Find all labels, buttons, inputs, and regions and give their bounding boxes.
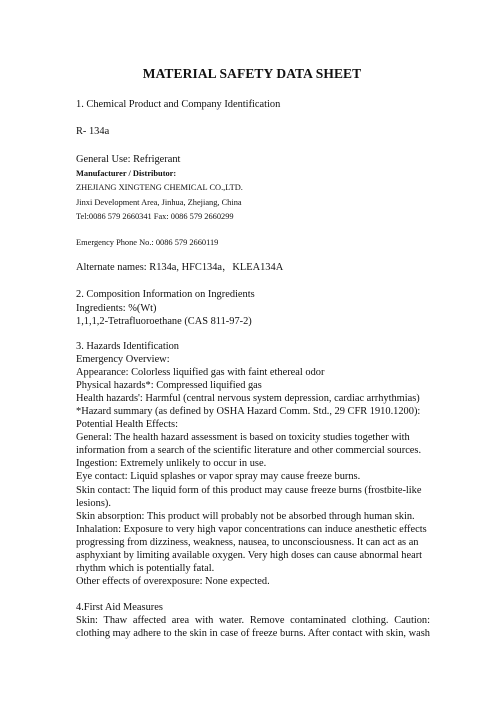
section-4-heading: 4.First Aid Measures [76, 602, 163, 613]
section-3-line: lesions). [76, 498, 111, 509]
section-3-heading: 3. Hazards Identification [76, 341, 179, 352]
section-3-line: Skin contact: The liquid form of this product may cause freeze burns (frostbite-like [76, 485, 422, 496]
section-3-line: Other effects of overexposure: None expected. [76, 576, 270, 587]
section-4-line: Skin: Thaw affected area with water. Remove contaminated clothing. Caution: [76, 615, 430, 626]
section-3-line: Health hazards': Harmful (central nervous system depression, cardiac arrhythmias) [76, 393, 420, 404]
section-3-line: rhythm which is potentially fatal. [76, 563, 215, 574]
ingredient-item: 1,1,1,2-Tetrafluoroethane (CAS 811-97-2) [76, 316, 252, 327]
general-use: General Use: Refrigerant [76, 154, 181, 165]
emergency-phone: Emergency Phone No.: 0086 579 2660119 [76, 238, 219, 247]
section-3-line: asphyxiant by limiting available oxygen. Very high doses can cause abnormal heart [76, 550, 423, 561]
company-tel-fax: Tel:0086 579 2660341 Fax: 0086 579 2660299 [76, 212, 234, 221]
section-4-line: clothing may adhere to the skin in case of freeze burns. After contact with skin, wash [76, 628, 430, 639]
section-3-line: information from a search of the scientific literature and other commercial sources. [76, 445, 422, 456]
section-3-line: Eye contact: Liquid splashes or vapor spray may cause freeze burns. [76, 471, 361, 482]
document-title: MATERIAL SAFETY DATA SHEET [142, 66, 362, 81]
section-3-line: General: The health hazard assessment is based on toxicity studies together with [76, 432, 410, 443]
section-3-line: Potential Health Effects: [76, 419, 178, 430]
section-1-heading: 1. Chemical Product and Company Identification [76, 99, 281, 110]
company-address: Jinxi Development Area, Jinhua, Zhejiang, China [76, 198, 242, 207]
section-3-line: Emergency Overview: [76, 354, 170, 365]
manufacturer-label: Manufacturer / Distributor: [76, 169, 177, 178]
company-name: ZHEJIANG XINGTENG CHEMICAL CO.,LTD. [76, 183, 243, 192]
ingredients-label: Ingredients: %(Wt) [76, 303, 157, 314]
section-3-line: Skin absorption: This product will probably not be absorbed through human skin. [76, 511, 415, 522]
alternate-names: Alternate names: R134a, HFC134a，KLEA134A [76, 262, 284, 273]
section-2-heading: 2. Composition Information on Ingredients [76, 289, 255, 300]
product-name: R- 134a [76, 126, 110, 137]
section-3-line: Inhalation: Exposure to very high vapor concentrations can induce anesthetic effects [76, 524, 427, 535]
section-3-line: Ingestion: Extremely unlikely to occur in use. [76, 458, 267, 469]
section-3-line: *Hazard summary (as defined by OSHA Hazard Comm. Std., 29 CFR 1910.1200): [76, 406, 421, 417]
section-3-line: Appearance: Colorless liquified gas with faint ethereal odor [76, 367, 325, 378]
section-3-line: progressing from dizziness, weakness, nausea, to unconsciousness. It can act as an [76, 537, 419, 548]
section-3-line: Physical hazards*: Compressed liquified gas [76, 380, 262, 391]
